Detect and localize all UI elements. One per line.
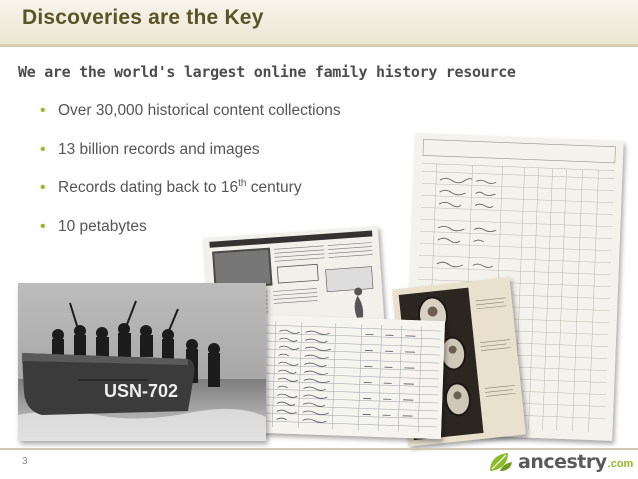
logo-suffix: .com bbox=[607, 458, 634, 470]
bullet-text-end: century bbox=[246, 179, 302, 197]
bullet-dot: • bbox=[40, 179, 46, 197]
handwritten-ledger-image bbox=[258, 315, 445, 439]
bullet-text-superscript: th bbox=[238, 178, 247, 190]
title-bar bbox=[0, 0, 638, 44]
ancestry-logo bbox=[488, 450, 633, 474]
bullet-text: Over 30,000 historical content collections bbox=[58, 102, 341, 119]
boat-hull-text: USN-702 bbox=[104, 381, 179, 401]
bullet-dot: • bbox=[40, 102, 46, 119]
page-number: 3 bbox=[22, 456, 28, 467]
bullet-dot: • bbox=[40, 217, 46, 235]
bullet-text: 13 billion records and images bbox=[58, 140, 260, 158]
logo-wordmark: ancestry bbox=[518, 451, 607, 473]
slide-title: Discoveries are the Key bbox=[22, 6, 264, 29]
landing-craft-drawing bbox=[18, 283, 266, 441]
bullet-dot: • bbox=[40, 140, 46, 158]
bullet-text bbox=[58, 179, 302, 197]
bullet-text-main: Records dating back to 16 bbox=[58, 179, 239, 197]
ancestry-leaf-icon bbox=[488, 451, 514, 473]
landing-craft-photo bbox=[18, 283, 266, 441]
handwritten-ledger-drawing bbox=[258, 315, 445, 439]
slide-subtitle: We are the world's largest online family history resource bbox=[18, 63, 516, 81]
title-divider bbox=[0, 44, 638, 47]
bullet-text: 10 petabytes bbox=[58, 217, 147, 235]
